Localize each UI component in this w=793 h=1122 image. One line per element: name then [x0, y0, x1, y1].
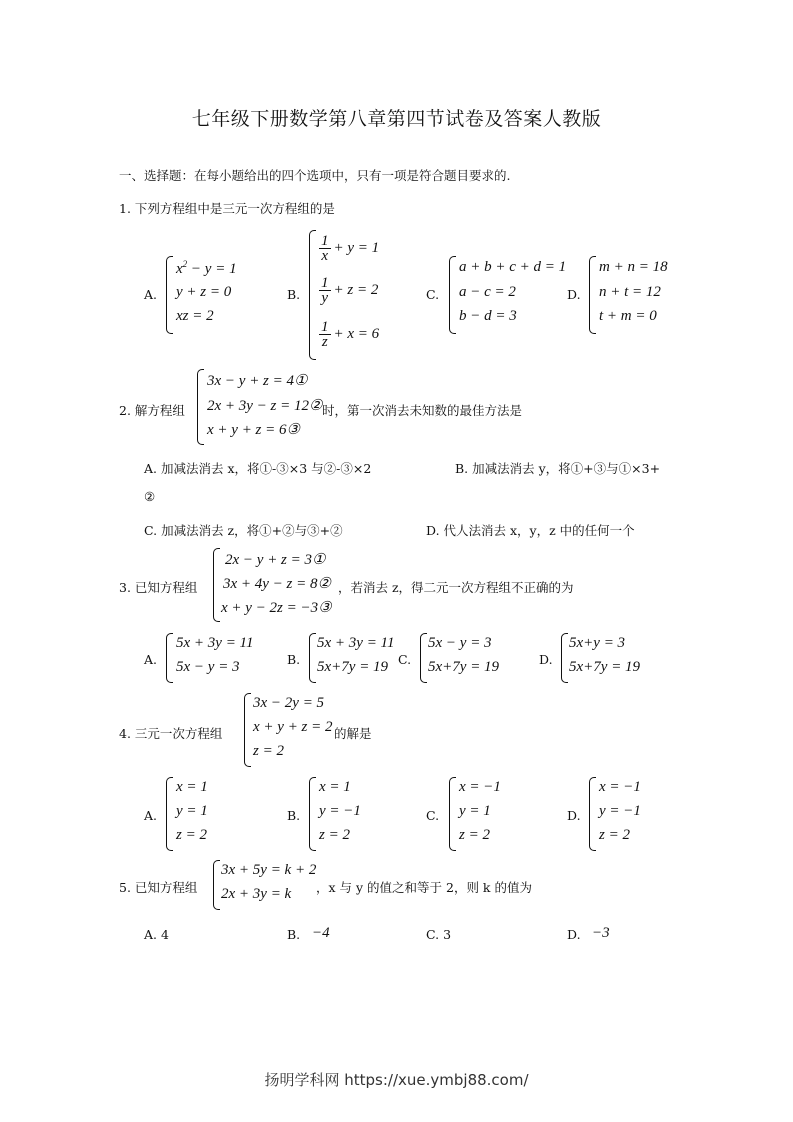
q2-option-b: B. 加减法消去 y，将①+③与①×3+	[455, 461, 661, 476]
q4-option-d-label: D.	[567, 808, 581, 823]
q1-option-b-label: B.	[287, 287, 301, 302]
equation: 3x + 5y = k + 2	[221, 862, 317, 878]
q4-stem-suffix: 的解是	[334, 726, 372, 741]
q5-option-d-value: −3	[592, 925, 610, 941]
equation: 5x + 3y = 11	[317, 635, 395, 651]
equation: x = 1	[319, 779, 351, 795]
q5-option-a: A. 4	[144, 927, 169, 942]
q1-option-c-label: C.	[426, 287, 440, 302]
equation: z = 2	[599, 827, 630, 843]
equation: n + t = 12	[599, 284, 661, 300]
q1-option-a-label: A.	[144, 287, 158, 302]
equation: 5x + 3y = 11	[176, 635, 254, 651]
q3-option-c-label: C.	[398, 652, 412, 667]
page-title: 七年级下册数学第八章第四节试卷及答案人教版	[191, 108, 602, 130]
equation: x + y + z = 2	[253, 719, 333, 735]
equation: y + z = 0	[176, 284, 232, 300]
equation: z = 2	[319, 827, 350, 843]
equation: $\frac{1}{z}$ + x = 6	[321, 319, 380, 350]
q5-option-b-value: −4	[312, 925, 330, 941]
equation: 5x − y = 3	[428, 635, 492, 651]
equation: 2x + 3y = k	[221, 886, 292, 902]
q3-stem-suffix: ，若消去 z，得二元一次方程组不正确的为	[338, 580, 574, 595]
equation: x = −1	[459, 779, 501, 795]
equation: 2x + 3y − z = 12②	[207, 398, 323, 414]
q5-option-d-label: D.	[567, 927, 581, 942]
section-heading: 一、选择题：在每小题给出的四个选项中，只有一项是符合题目要求的.	[119, 168, 511, 183]
equation: $x^2 - y = 1$	[176, 259, 237, 277]
q5-option-c: C. 3	[426, 927, 452, 942]
equation: 5x − y = 3	[176, 659, 240, 675]
q3-option-d-label: D.	[539, 652, 553, 667]
q4-option-c-label: C.	[426, 808, 440, 823]
equation: x = −1	[599, 779, 641, 795]
equation: $\frac{1}{y}$ + z = 2	[321, 275, 379, 306]
equation: 5x+y = 3	[569, 635, 626, 651]
equation: 5x+7y = 19	[428, 659, 500, 675]
equation: 2x − y + z = 3①	[225, 552, 326, 568]
equation: y = −1	[599, 803, 641, 819]
equation: t + m = 0	[599, 308, 657, 324]
equation: m + n = 18	[599, 259, 668, 275]
q2-option-a: A. 加减法消去 x，将①-③×3 与②-③×2	[144, 461, 372, 476]
equation: 5x+7y = 19	[317, 659, 389, 675]
q5-stem-prefix: 5. 已知方程组	[119, 880, 198, 895]
q3-option-a-label: A.	[144, 652, 158, 667]
q1-stem: 1. 下列方程组中是三元一次方程组的是	[119, 201, 335, 216]
q2-option-b-continued: ②	[144, 489, 156, 504]
footer-watermark[interactable]: 扬明学科网 https://xue.ymbj88.com/	[264, 1071, 529, 1089]
equation: x + y + z = 6③	[207, 422, 300, 438]
q5-option-b-label: B.	[287, 927, 301, 942]
equation: z = 2	[459, 827, 490, 843]
q2-stem-prefix: 2. 解方程组	[119, 403, 185, 418]
equation: 3x − 2y = 5	[253, 695, 325, 711]
equation: 3x + 4y − z = 8②	[223, 576, 331, 592]
equation: xz = 2	[176, 308, 214, 324]
q3-option-b-label: B.	[287, 652, 301, 667]
q2-stem-suffix: 时，第一次消去未知数的最佳方法是	[322, 403, 523, 418]
q3-stem-prefix: 3. 已知方程组	[119, 580, 198, 595]
equation: a + b + c + d = 1	[459, 259, 567, 275]
equation: y = 1	[176, 803, 208, 819]
equation: $\frac{1}{x}$ + y = 1	[321, 233, 380, 264]
equation: 3x − y + z = 4①	[207, 373, 308, 389]
q1-option-d-label: D.	[567, 287, 581, 302]
equation: 5x+7y = 19	[569, 659, 641, 675]
q2-option-d: D. 代人法消去 x，y，z 中的任何一个	[426, 523, 635, 538]
equation: z = 2	[176, 827, 207, 843]
q2-option-c: C. 加减法消去 z，将①+②与③+②	[144, 523, 343, 538]
equation: y = −1	[319, 803, 361, 819]
equation: z = 2	[253, 743, 284, 759]
equation: x + y − 2z = −3③	[221, 600, 332, 616]
q5-stem-suffix: ，x 与 y 的值之和等于 2，则 k 的值为	[316, 880, 532, 895]
q4-option-b-label: B.	[287, 808, 301, 823]
q4-option-a-label: A.	[144, 808, 158, 823]
equation: b − d = 3	[459, 308, 517, 324]
q4-stem-prefix: 4. 三元一次方程组	[119, 726, 223, 741]
equation: y = 1	[459, 803, 491, 819]
equation: a − c = 2	[459, 284, 516, 300]
equation: x = 1	[176, 779, 208, 795]
